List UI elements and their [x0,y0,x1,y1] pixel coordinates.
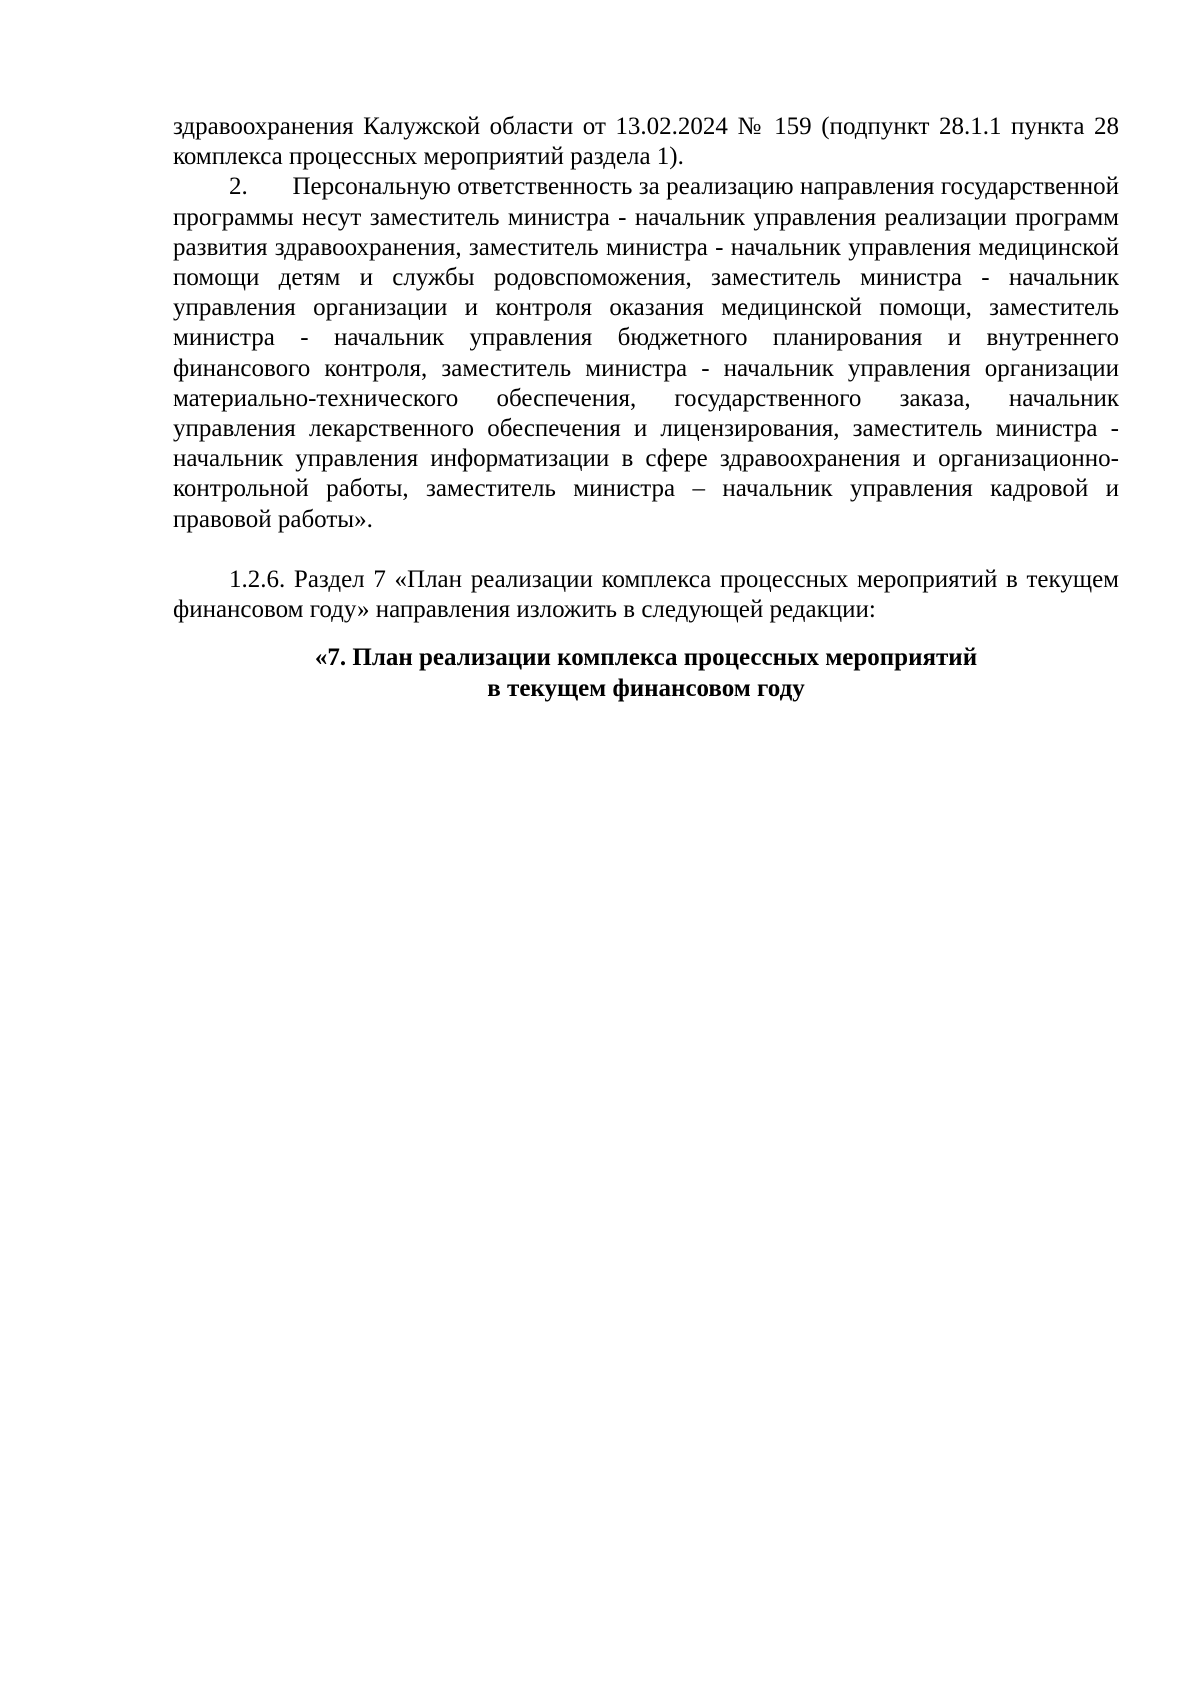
paragraph-1-2-6: 1.2.6. Раздел 7 «План реализации комплекса процессных мероприятий в текущем финансовом году» направления изложить в следующей редакции: [173,565,1119,624]
paragraph-continuation: здравоохранения Калужской области от 13.02.2024 № 159 (подпункт 28.1.1 пункта 28 комплекса процессных мероприятий раздела 1). [173,113,1119,171]
document-body [173,112,1119,704]
paragraph-spacer [173,535,1119,565]
section-heading-line-2: в текущем финансовом году [487,674,805,702]
paragraph-responsibility: 2. Персональную ответственность за реализацию направления государственной программы несут заместитель министра - начальник управления реализации программ развития здравоохранения, заместитель министра - начальник управления медицинской помощи детям и службы родовспоможения, заместитель министра - начальник управления организации и контроля оказания медицинской помощи, заместитель министра - начальник управления бюджетного планирования и внутреннего финансового контроля, заместитель министра - начальник управления организации материально-технического обеспечения, государственного заказа, начальник управления лекарственного обеспечения и лицензирования, заместитель министра - начальник управления информатизации в сфере здравоохранения и организационно-контрольной работы, заместитель министра – начальник управления кадровой и правовой работы». [173,173,1119,533]
section-heading-line-1: «7. План реализации комплекса процессных мероприятий [314,644,978,672]
section-heading [173,643,1119,704]
